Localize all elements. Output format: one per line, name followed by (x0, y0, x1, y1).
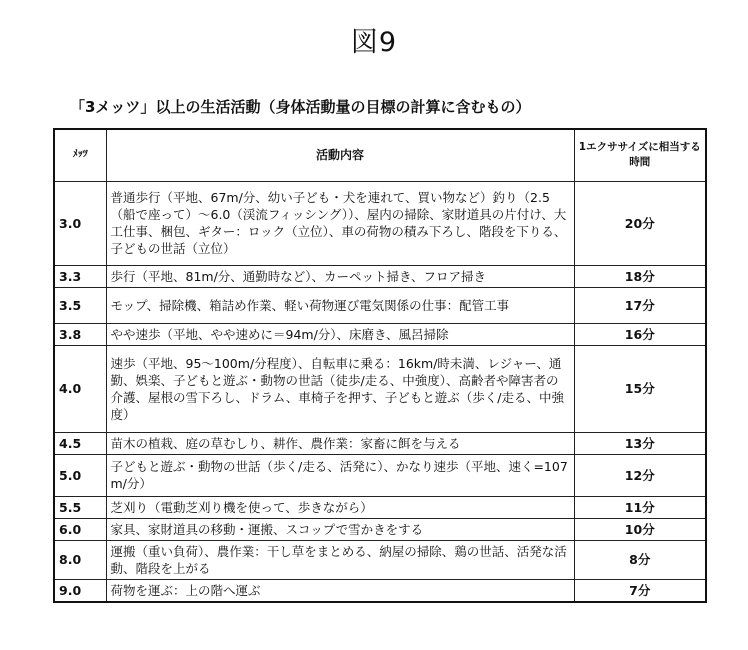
mets-cell: 9.0 (54, 579, 106, 602)
table-row (54, 518, 706, 540)
table-row (54, 323, 706, 345)
table-row (54, 432, 706, 454)
header-exercise-time: 1エクササイズに相当する時間 (574, 129, 706, 181)
activity-cell: 普通歩行（平地、67m/分、幼い子ども・犬を連れて、買い物など）釣り（2.5（船で座って）～6.0（渓流フィッシング））、屋内の掃除、家財道具の片付け、大工仕事、梱包、ギター：ロック（立位）、車の荷物の積み下ろし、階段を下りる、子どもの世話（立位） (106, 181, 574, 265)
mets-activity-table (53, 128, 707, 603)
exercise-time-cell: 15分 (574, 345, 706, 432)
exercise-time-cell: 12分 (574, 454, 706, 496)
activity-cell: 子どもと遊ぶ・動物の世話（歩く/走る、活発に）、かなり速歩（平地、速く=107m/分） (106, 454, 574, 496)
table-row (54, 579, 706, 602)
table-row (54, 181, 706, 265)
figure-title: 図9 (350, 27, 398, 58)
exercise-time-cell: 7分 (574, 579, 706, 602)
table-row (54, 345, 706, 432)
exercise-time-cell: 8分 (574, 540, 706, 579)
exercise-time-cell: 17分 (574, 287, 706, 323)
activity-cell: 芝刈り（電動芝刈り機を使って、歩きながら） (106, 496, 574, 518)
exercise-time-cell: 13分 (574, 432, 706, 454)
activity-cell: 荷物を運ぶ：上の階へ運ぶ (106, 579, 574, 602)
exercise-time-cell: 20分 (574, 181, 706, 265)
mets-cell: 5.0 (54, 454, 106, 496)
header-activity: 活動内容 (106, 129, 574, 181)
table-row (54, 496, 706, 518)
mets-cell: 3.3 (54, 265, 106, 287)
exercise-time-cell: 16分 (574, 323, 706, 345)
activity-cell: 運搬（重い負荷）、農作業：干し草をまとめる、納屋の掃除、鶏の世話、活発な活動、階段を上がる (106, 540, 574, 579)
mets-cell: 8.0 (54, 540, 106, 579)
mets-cell: 4.0 (54, 345, 106, 432)
activity-cell: モップ、掃除機、箱詰め作業、軽い荷物運び電気関係の仕事：配管工事 (106, 287, 574, 323)
activity-cell: 歩行（平地、81m/分、通勤時など）、カーペット掃き、フロア掃き (106, 265, 574, 287)
table-row (54, 287, 706, 323)
activity-cell: やや速歩（平地、やや速めに＝94m/分）、床磨き、風呂掃除 (106, 323, 574, 345)
mets-cell: 3.8 (54, 323, 106, 345)
exercise-time-cell: 18分 (574, 265, 706, 287)
mets-cell: 5.5 (54, 496, 106, 518)
mets-cell: 4.5 (54, 432, 106, 454)
mets-cell: 6.0 (54, 518, 106, 540)
header-mets: ﾒｯﾂ (54, 129, 106, 181)
table-row (54, 454, 706, 496)
table-row (54, 540, 706, 579)
mets-cell: 3.0 (54, 181, 106, 265)
table-body (54, 181, 706, 602)
table-caption: 「3メッツ」以上の生活活動（身体活動量の目標の計算に含むもの） (70, 98, 531, 116)
activity-cell: 速歩（平地、95～100m/分程度）、自転車に乗る：16km/時未満、レジャー、通勤、娯楽、子どもと遊ぶ・動物の世話（徒歩/走る、中強度）、高齢者や障害者の介護、屋根の雪下ろし、ドラム、車椅子を押す、子どもと遊ぶ（歩く/走る、中強度） (106, 345, 574, 432)
table-row (54, 265, 706, 287)
mets-cell: 3.5 (54, 287, 106, 323)
exercise-time-cell: 11分 (574, 496, 706, 518)
activity-cell: 家具、家財道具の移動・運搬、スコップで雪かきをする (106, 518, 574, 540)
activity-cell: 苗木の植栽、庭の草むしり、耕作、農作業：家畜に餌を与える (106, 432, 574, 454)
exercise-time-cell: 10分 (574, 518, 706, 540)
